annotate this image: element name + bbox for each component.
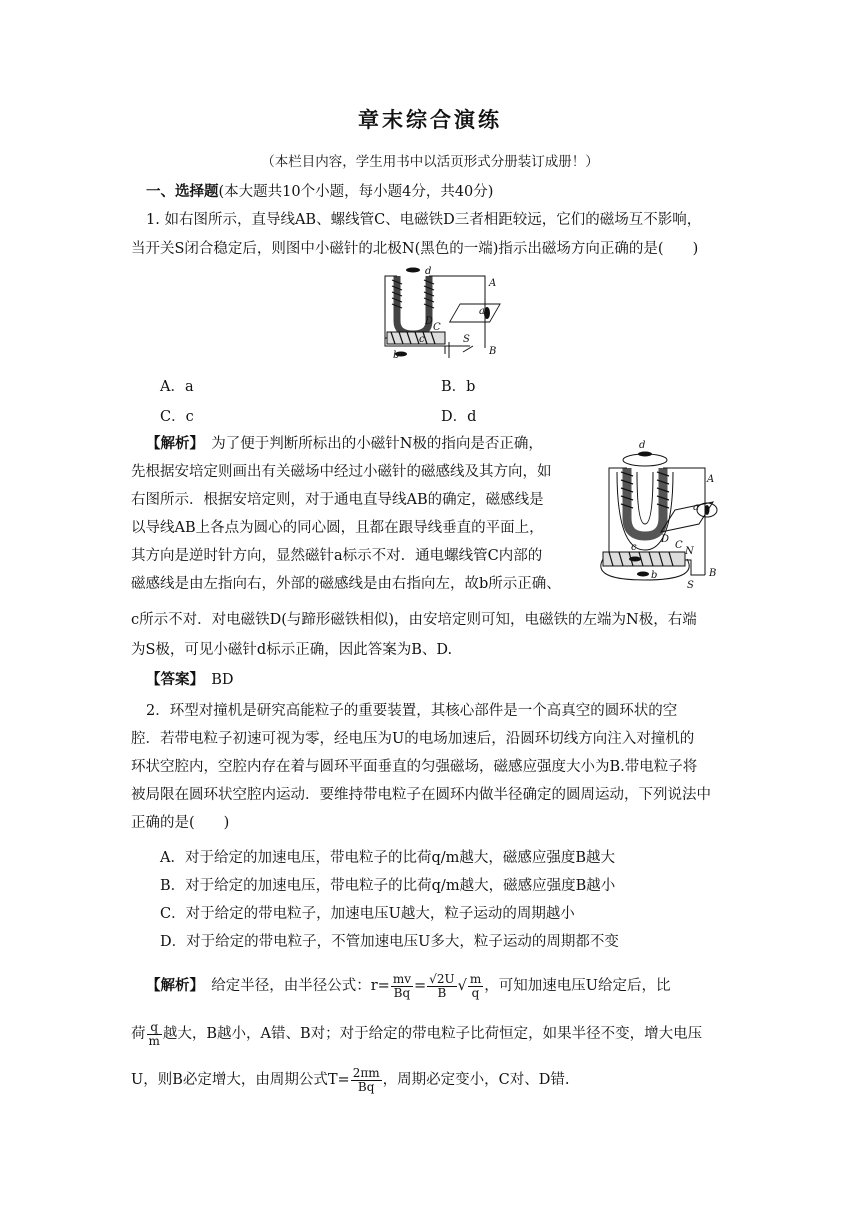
q2-analysis-tag: 【解析】: [146, 977, 197, 994]
section-heading: [146, 180, 750, 204]
q2-line: 环状空腔内，空腔内存在着与圆环平面垂直的匀强磁场，磁感应强度大小为B.带电粒子将: [131, 759, 698, 775]
q1-answer: [146, 668, 750, 692]
q2-line: 被局限在圆环状空腔内运动．要维持带电粒子在圆环内做半径确定的圆周运动，下列说法中: [131, 787, 711, 803]
q1-diag-label: b: [393, 350, 400, 361]
q1-option-c: C．c: [160, 409, 194, 425]
q2-line: 2．环型对撞机是研究高能粒子的重要装置，其核心部件是一个高真空的圆环状的空: [146, 703, 678, 719]
q2-line: 腔．若带电粒子初速可视为零，经电压为U的电场加速后，沿圆环切线方向注入对撞机的: [131, 731, 695, 747]
page-title: 章末综合演练: [358, 107, 502, 132]
q2-option-d: D．对于给定的带电粒子，不管加速电压U多大，粒子运动的周期都不变: [160, 934, 619, 950]
q1-diag-label: d: [425, 266, 432, 277]
q1-diag2-label: d: [639, 440, 646, 451]
q1-diag-label: C: [433, 322, 441, 333]
q2-analysis-line-1: 【解析】 给定半径，由半径公式：r= $\frac{mv}{Bq}$ = $\frac{√2U}{B}$ √ $\frac{m}{q}$ ，可知加速电压U给定后，比: [146, 971, 671, 1000]
q1-circuit-diagram: [375, 266, 515, 361]
q1-analysis-line: 为S极，可见小磁针d标示正确，因此答案为B、D.: [131, 642, 453, 658]
q1-diag-label: a: [479, 306, 485, 317]
q1-diag2-label: A: [707, 474, 715, 485]
q1-diag2-label: b: [651, 570, 658, 581]
q1-analysis-tag: 【解析】: [146, 435, 197, 452]
q2-analysis-line-3: U，则B必定增大，由周期公式T= $\frac{2\pi m}{Bq}$ ，周期必定变小，C对、D错.: [131, 1065, 570, 1094]
q1-option-a: A．a: [160, 379, 194, 395]
q1-line-1: 1. 如右图所示，直导线AB、螺线管C、电磁铁D三者相距较远，它们的磁场互不影响，: [146, 212, 702, 228]
q1-diag2-label: D: [661, 534, 670, 545]
formula-fraction: $\frac{m}{q}$: [469, 971, 482, 1000]
q1-analysis-line: 【解析】 为了便于判断所标出的小磁针N极的指向是否正确，: [146, 435, 543, 452]
q1-diag2-label: B: [709, 568, 717, 579]
q1-diag-label: B: [489, 346, 497, 357]
q1-option-b: B．b: [441, 379, 476, 395]
q1-diag-label: D: [425, 316, 434, 327]
q1-analysis-line: 右图所示．根据安培定则，对于通电直导线AB的确定，磁感线是: [131, 492, 544, 508]
q2-option-b: B．对于给定的加速电压，带电粒子的比荷q/m越大，磁感应强度B越小: [160, 878, 616, 894]
q2-analysis-line-2: 荷 $\frac{q}{m}$ 越大，B越小，A错、B对；对于给定的带电粒子比荷恒定，如果半径不变，增大电压: [131, 1019, 703, 1048]
q1-option-d: D．d: [441, 409, 477, 425]
q1-diag2-label: S: [687, 580, 694, 590]
q2-option-c: C．对于给定的带电粒子，加速电压U越大，粒子运动的周期越小: [160, 906, 575, 922]
q1-field-lines-diagram: [595, 440, 735, 590]
q1-diag-label: A: [489, 278, 497, 289]
q1-analysis-line: 其方向是逆时针方向，显然磁针a标示不对．通电螺线管C内部的: [131, 548, 543, 564]
q1-analysis-line: 先根据安培定则画出有关磁场中经过小磁针的磁感线及其方向，如: [131, 464, 552, 480]
q1-diag2-label: N: [685, 546, 694, 557]
q1-diag2-label: C: [675, 540, 683, 551]
q1-diag2-label: c: [631, 542, 637, 553]
section-label: 一、选择题: [146, 183, 219, 200]
q1-analysis-line: 磁感线是由左指向右，外部的磁感线是由右指向左，故b所示正确、: [131, 576, 561, 592]
q1-answer-tag: 【答案】: [146, 671, 197, 688]
formula-fraction: $\frac{2\pi m}{Bq}$: [352, 1065, 380, 1094]
q1-analysis-line: 以导线AB上各点为圆心的同心圆，且都在跟导线垂直的平面上，: [131, 520, 544, 536]
q1-line-2: 当开关S闭合稳定后，则图中小磁针的北极N(黑色的一端)指示出磁场方向正确的是( ): [131, 241, 699, 257]
q1-diag-label: c: [419, 334, 425, 345]
section-desc: (本大题共10个小题，每小题4分，共40分): [218, 184, 494, 200]
formula-fraction: $\frac{√2U}{B}$: [429, 971, 455, 1000]
formula-fraction: $\frac{q}{m}$: [148, 1019, 160, 1048]
q2-line: 正确的是( ): [131, 815, 230, 831]
q1-answer-value: BD: [211, 672, 234, 688]
formula-fraction: $\frac{mv}{Bq}$: [392, 971, 412, 1000]
q1-diag-label: S: [463, 334, 470, 345]
q1-diag2-label: a: [693, 502, 699, 513]
q2-option-a: A．对于给定的加速电压，带电粒子的比荷q/m越大，磁感应强度B越大: [160, 850, 616, 866]
page-subtitle: （本栏目内容，学生用书中以活页形式分册装订成册！）: [261, 154, 599, 170]
q1-analysis-line: c所示不对．对电磁铁D(与蹄形磁铁相似)，由安培定则可知，电磁铁的左端为N极，右端: [131, 612, 697, 628]
